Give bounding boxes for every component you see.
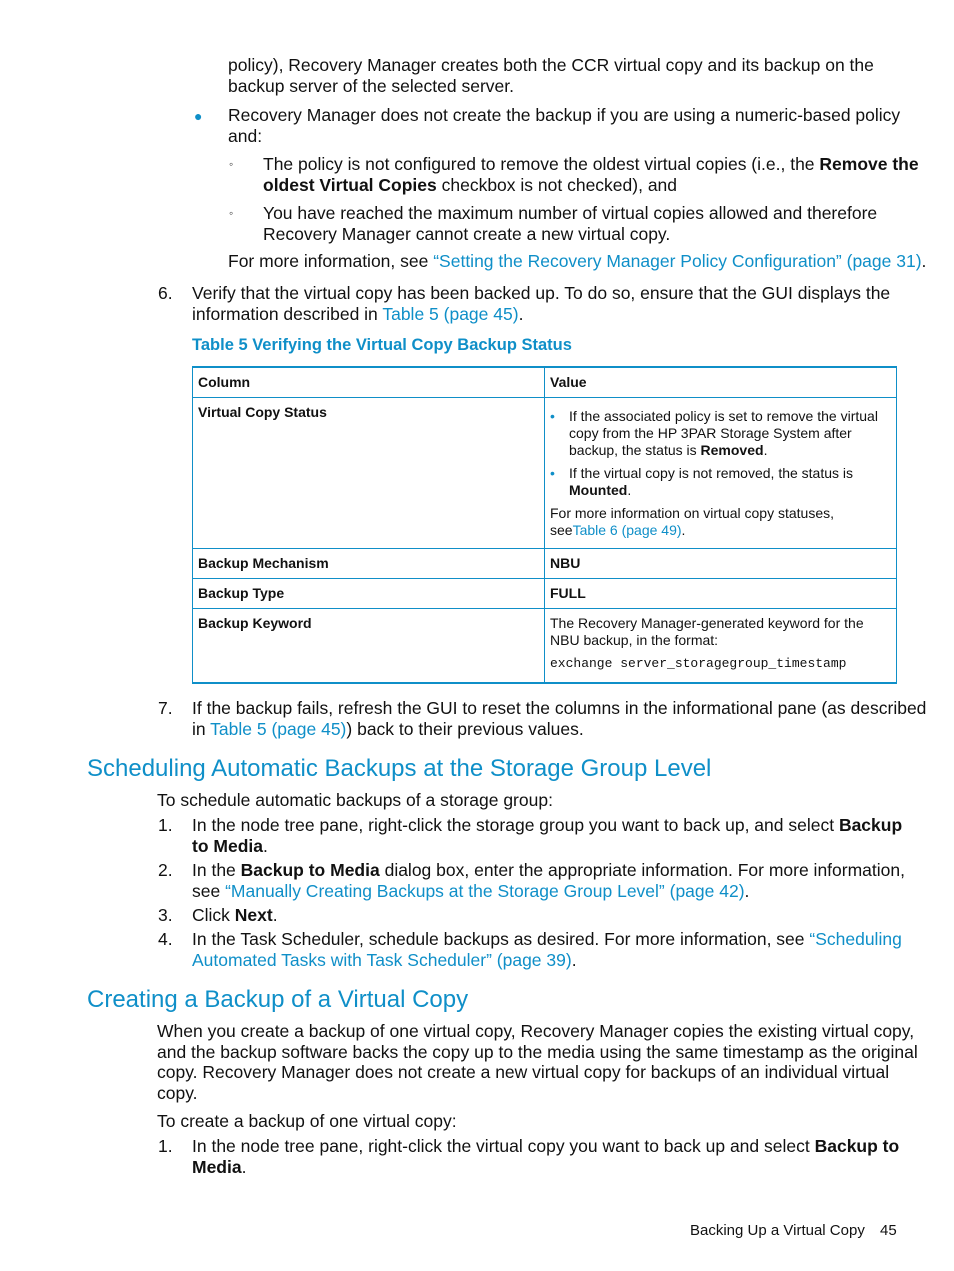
keyword-description: The Recovery Manager-generated keyword for the NBU backup, in the format:: [550, 615, 864, 648]
s2-step-1-post: .: [241, 1157, 247, 1177]
bullet-numeric-line-2: and:: [228, 126, 263, 146]
step-7-line-2: [192, 719, 584, 740]
row-label-status: Virtual Copy Status: [193, 398, 545, 549]
status-b2-pre: If the virtual copy is not removed, the status is: [569, 465, 854, 481]
row-label-mechanism: Backup Mechanism: [193, 549, 545, 579]
table-row: [193, 609, 897, 684]
page-number: 45: [880, 1222, 897, 1239]
s1-step-2-bold: Backup to Media: [240, 860, 380, 880]
step-number: 6.: [158, 283, 173, 303]
s1-step-3-post: .: [272, 905, 278, 925]
more-info-pre: For more information, see: [228, 251, 434, 271]
s1-step-4-pre: In the Task Scheduler, schedule backups as desired. For more information, see: [192, 929, 810, 949]
keyword-format-code: exchange server_storagegroup_timestamp: [550, 656, 847, 671]
sub1-bold1: Remove the: [819, 154, 919, 174]
table-6-link[interactable]: Table 6 (page 49): [572, 522, 682, 538]
step-7-pre: in: [192, 719, 211, 739]
row-value-mechanism: NBU: [545, 549, 897, 579]
section-2-para-line-2: and the backup software backs the copy up to the media using the same timestamp as the original: [157, 1042, 918, 1062]
status-more-post: .: [681, 522, 686, 538]
status-b2-post: .: [627, 482, 632, 498]
table-5-link[interactable]: Table 5 (page 45): [210, 719, 347, 739]
status-bullet-1: [550, 408, 891, 459]
sub-bullet-1-line-2: [263, 175, 677, 196]
s1-step-4-line-1: [192, 929, 902, 950]
status-b1-bold: Removed: [700, 442, 764, 458]
row-value-type: FULL: [545, 579, 897, 609]
status-b1-pre: If the associated policy is set to remove the virtual copy from the HP 3PAR Storage System after backup, the status is: [569, 408, 878, 458]
section-heading-scheduling: Scheduling Automatic Backups at the Storage Group Level: [87, 755, 712, 782]
s2-step-1-bold2: Media: [192, 1157, 242, 1177]
manually-creating-backups-link[interactable]: “Manually Creating Backups at the Storage Group Level” (page 42): [225, 881, 745, 901]
step-number: 1.: [158, 1136, 173, 1156]
policy-configuration-link[interactable]: “Setting the Recovery Manager Policy Configuration” (page 31): [433, 251, 922, 271]
table-row: [193, 398, 897, 549]
s1-step-1-pre: In the node tree pane, right-click the storage group you want to back up, and select: [192, 815, 839, 835]
step-number: 3.: [158, 905, 173, 925]
section-1-intro: To schedule automatic backups of a storage group:: [157, 790, 553, 810]
section-heading-creating-backup: Creating a Backup of a Virtual Copy: [87, 986, 469, 1013]
step-6-post: .: [518, 304, 524, 324]
s1-step-1-line-1: [192, 815, 902, 836]
step-6-line-1: Verify that the virtual copy has been backed up. To do so, ensure that the GUI displays the: [192, 283, 891, 303]
section-2-intro: To create a backup of one virtual copy:: [157, 1111, 457, 1131]
status-more-info: [550, 505, 891, 539]
table-header-row: [193, 367, 897, 398]
s1-step-1-bold1: Backup: [838, 815, 903, 835]
table-row: [193, 579, 897, 609]
backup-status-table: [192, 366, 897, 684]
s2-step-1-line-1: [192, 1136, 899, 1157]
s1-step-1-post: .: [262, 836, 268, 856]
s1-step-3: [192, 905, 278, 926]
s1-step-2-pre: In the: [192, 860, 241, 880]
s1-step-2-post: .: [744, 881, 750, 901]
sub-bullet-2-line-1: You have reached the maximum number of virtual copies allowed and therefore: [263, 203, 878, 223]
s1-step-1-line-2: [192, 836, 268, 857]
section-2-para-line-3: copy. Recovery Manager does not create a new virtual copy for backups of an individual virtual: [157, 1062, 890, 1082]
step-number: 2.: [158, 860, 173, 880]
table-header-value: Value: [545, 367, 897, 398]
more-info-post: .: [921, 251, 927, 271]
s2-step-1-pre: In the node tree pane, right-click the virtual copy you want to back up and select: [192, 1136, 815, 1156]
s1-step-2-pre2: see: [192, 881, 226, 901]
table-5-link[interactable]: Table 5 (page 45): [382, 304, 519, 324]
more-info: [228, 251, 926, 272]
s1-step-2-line-1: [192, 860, 905, 881]
row-label-type: Backup Type: [193, 579, 545, 609]
step-6-line-2: [192, 304, 523, 325]
bullet-icon: •: [550, 408, 555, 424]
sub-bullet-1-line-1: [263, 154, 919, 175]
sub-bullet-2-line-2: Recovery Manager cannot create a new virtual copy.: [263, 224, 671, 244]
bullet-numeric-line-1: Recovery Manager does not create the backup if you are using a numeric-based policy: [228, 105, 901, 125]
intro-line-1: policy), Recovery Manager creates both the CCR virtual copy and its backup on the: [228, 55, 874, 75]
circle-bullet-icon: ◦: [229, 206, 234, 220]
scheduling-tasks-link[interactable]: “Scheduling: [809, 929, 902, 949]
circle-bullet-icon: ◦: [229, 157, 234, 171]
status-bullet-2: [550, 465, 891, 499]
section-2-para-line-4: copy.: [157, 1083, 198, 1103]
s1-step-2-line-2: [192, 881, 749, 902]
intro-line-2: backup server of the selected server.: [228, 76, 514, 96]
row-value-keyword: [545, 609, 897, 684]
row-value-status: [545, 398, 897, 549]
footer-title: Backing Up a Virtual Copy: [690, 1222, 865, 1239]
step-7-post: ) back to their previous values.: [346, 719, 584, 739]
step-number: 1.: [158, 815, 173, 835]
step-6-pre: information described in: [192, 304, 383, 324]
s2-step-1-line-2: [192, 1157, 246, 1178]
s1-step-3-pre: Click: [192, 905, 235, 925]
sub1-bold2: oldest Virtual Copies: [263, 175, 437, 195]
bullet-icon: ●: [194, 108, 203, 124]
s1-step-3-bold: Next: [234, 905, 273, 925]
step-number: 7.: [158, 698, 173, 718]
s1-step-1-bold2: to Media: [192, 836, 263, 856]
sub1-pre: The policy is not configured to remove the oldest virtual copies (i.e., the: [263, 154, 820, 174]
s2-step-1-bold1: Backup to: [814, 1136, 900, 1156]
status-b1-post: .: [763, 442, 768, 458]
table-header-column: Column: [193, 367, 545, 398]
step-number: 4.: [158, 929, 173, 949]
s1-step-2-mid: dialog box, enter the appropriate information. For more information,: [379, 860, 905, 880]
s1-step-4-post: .: [571, 950, 577, 970]
step-7-line-1: If the backup fails, refresh the GUI to reset the columns in the informational pane (as described: [192, 698, 927, 718]
status-more-pre: For more information on virtual copy statuses, see: [550, 505, 835, 538]
table-row: [193, 549, 897, 579]
s1-step-4-line-2: [192, 950, 577, 971]
row-label-keyword: Backup Keyword: [193, 609, 545, 684]
scheduling-tasks-link[interactable]: Automated Tasks with Task Scheduler” (page 39): [192, 950, 572, 970]
status-b2-bold: Mounted: [569, 482, 628, 498]
bullet-icon: •: [550, 465, 555, 481]
sub1-post: checkbox is not checked), and: [436, 175, 678, 195]
section-2-para-line-1: When you create a backup of one virtual copy, Recovery Manager copies the existing virtual copy,: [157, 1021, 915, 1041]
table-caption: Table 5 Verifying the Virtual Copy Backup Status: [192, 336, 572, 354]
